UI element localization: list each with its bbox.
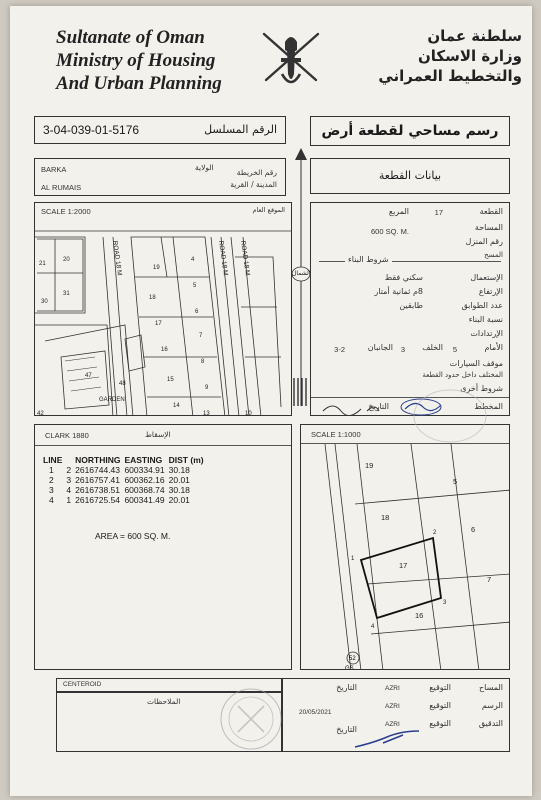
site-plot-label: 5 bbox=[193, 283, 197, 289]
line-from: 3 bbox=[49, 485, 54, 495]
checker-label: التدقيق bbox=[478, 719, 503, 728]
draftsman-label: الرسم bbox=[481, 701, 503, 710]
parking-value: المختلف داخل حدود القطعة bbox=[422, 371, 503, 379]
draw-date: 20/05/2021 bbox=[299, 709, 332, 716]
plot-label: القطعة bbox=[479, 207, 503, 216]
northing: 2616738.51 bbox=[75, 485, 121, 495]
document-title-box bbox=[310, 116, 510, 146]
vertex-label: 3 bbox=[443, 600, 447, 606]
easting: 600341.49 bbox=[124, 495, 165, 505]
building-conditions-label: شروط البناء bbox=[345, 255, 392, 264]
floors-value: طابقين bbox=[399, 301, 423, 310]
marker-label: GS bbox=[345, 666, 354, 671]
surveyor-sign-label: التوقيع bbox=[429, 683, 451, 692]
road-label: ROAD 18 M bbox=[111, 240, 123, 276]
line-from: 2 bbox=[49, 475, 54, 485]
site-plot-label: 10 bbox=[245, 411, 252, 417]
checker-name: AZRI bbox=[385, 721, 400, 728]
line-from: 1 bbox=[49, 465, 54, 475]
datum-label: الإسقاط bbox=[145, 430, 171, 439]
site-plot-label: 42 bbox=[37, 411, 44, 417]
header-ar-line2: وزارة الاسكان bbox=[417, 47, 522, 65]
planner-label: المخطط bbox=[474, 402, 503, 411]
setbacks-label: الإرتدادات bbox=[470, 329, 503, 338]
site-plot-label: 8 bbox=[201, 359, 205, 365]
city-label: المدينة / القرية bbox=[230, 180, 277, 189]
header-en-line3: And Urban Planning bbox=[56, 73, 222, 94]
header-en-line1: Sultanate of Oman bbox=[56, 27, 205, 48]
site-plot-label: 30 bbox=[41, 299, 48, 305]
distance: 20.01 bbox=[168, 495, 190, 505]
site-plan-drawing bbox=[35, 217, 292, 416]
detail-plan-drawing bbox=[301, 444, 510, 670]
planner-date-label: التاريخ bbox=[368, 402, 389, 411]
serial-number-value: 3-04-039-01-5176 bbox=[43, 123, 140, 137]
site-plot-label: 16 bbox=[161, 347, 168, 353]
front-setback-label: الأمام bbox=[484, 343, 503, 352]
signatures-box bbox=[282, 678, 510, 752]
detail-plot-label: 19 bbox=[365, 461, 374, 470]
height-label: الإرتفاع bbox=[478, 287, 503, 296]
northing: 2616725.54 bbox=[75, 495, 121, 505]
ministry-name-arabic bbox=[332, 26, 522, 86]
table-row bbox=[43, 495, 208, 505]
distance: 30.18 bbox=[168, 465, 190, 475]
road-label: ROAD 18 M bbox=[217, 240, 229, 276]
area-value: 600 SQ. M. bbox=[371, 227, 409, 236]
line-to: 2 bbox=[66, 465, 72, 475]
coordinates-table bbox=[43, 455, 208, 505]
easting: 600368.74 bbox=[124, 485, 165, 495]
header-ar-line1: سلطنة عمان bbox=[427, 27, 522, 45]
serial-number-label: الرقم المسلسل bbox=[204, 123, 277, 136]
garden-label: GARDEN bbox=[99, 397, 125, 403]
header-en-line2: Ministry of Housing bbox=[56, 50, 216, 71]
site-plot-label: 48 bbox=[119, 381, 126, 387]
distance: 30.18 bbox=[168, 485, 190, 495]
parking-label: موقف السيارات bbox=[449, 359, 503, 368]
site-plot-label: 7 bbox=[199, 333, 203, 339]
plot-number: 17 bbox=[434, 208, 443, 217]
detail-plot-label: 5 bbox=[453, 477, 458, 486]
ministry-name-english bbox=[56, 26, 222, 95]
draftsman-sign-label: التوقيع bbox=[429, 701, 451, 710]
northing: 2616757.41 bbox=[75, 475, 121, 485]
site-plot-label: 4 bbox=[191, 257, 195, 263]
site-plot-label: 31 bbox=[63, 291, 70, 297]
wilaya-label: الولاية bbox=[195, 163, 214, 172]
vertex-label: 2 bbox=[433, 530, 437, 536]
site-plot-label: 21 bbox=[39, 261, 46, 267]
table-row bbox=[43, 485, 208, 495]
column-header: EASTING bbox=[124, 455, 163, 465]
detail-plot-label: 6 bbox=[471, 525, 476, 534]
map-number-label: رقم الخريطة bbox=[236, 168, 277, 177]
vertex-label: 4 bbox=[371, 624, 375, 630]
north-label: الشمال bbox=[292, 270, 311, 277]
detail-plan-scale: SCALE 1:1000 bbox=[311, 430, 361, 439]
centeroid-label: CENTEROID bbox=[63, 681, 102, 688]
line-from: 4 bbox=[49, 495, 54, 505]
plot-details-title-box bbox=[310, 158, 510, 194]
total-area: AREA = 600 SQ. M. bbox=[95, 531, 171, 541]
block-label: المربع bbox=[388, 207, 409, 216]
coordinates-header-row bbox=[43, 455, 208, 465]
surveyor-name: AZRI bbox=[385, 685, 400, 692]
northing: 2616744.43 bbox=[75, 465, 121, 475]
plot-details-box bbox=[310, 202, 510, 416]
header-ar-line3: والتخطيط العمراني bbox=[378, 67, 522, 85]
sides-setback-label: الجانبان bbox=[367, 343, 393, 352]
road-label: ROAD 18 M bbox=[239, 240, 251, 276]
line-to: 3 bbox=[66, 475, 72, 485]
easting: 600362.16 bbox=[124, 475, 165, 485]
wilaya-value: BARKA bbox=[41, 165, 67, 174]
site-plot-label: 14 bbox=[173, 403, 180, 409]
oman-emblem-icon bbox=[256, 28, 326, 94]
location-box bbox=[34, 158, 286, 196]
planner-seal-icon bbox=[410, 386, 490, 446]
site-plot-label: 13 bbox=[203, 411, 210, 417]
detail-plan-map bbox=[300, 424, 510, 670]
line-to: 1 bbox=[66, 495, 72, 505]
site-plot-label: 47 bbox=[85, 373, 92, 379]
floors-label: عدد الطوابق bbox=[461, 301, 503, 310]
height-value: 8م ثمانية أمتار bbox=[374, 287, 423, 296]
checker-sign-label: التوقيع bbox=[429, 719, 451, 728]
site-plan-map bbox=[34, 202, 292, 416]
other-conditions-label: شروط أخرى bbox=[460, 384, 503, 393]
checker-date-label: التاريخ bbox=[336, 725, 357, 734]
distance: 20.01 bbox=[168, 475, 190, 485]
back-setback-label: الخلف bbox=[422, 343, 443, 352]
table-row bbox=[43, 475, 208, 485]
notes-label: الملاحظات bbox=[147, 697, 181, 706]
plot-details-title: بيانات القطعة bbox=[378, 169, 442, 182]
vertex-label: 1 bbox=[351, 556, 355, 562]
serial-number-box bbox=[34, 116, 286, 144]
column-header: LINE bbox=[43, 455, 63, 465]
site-plot-label: 18 bbox=[149, 295, 156, 301]
column-header: DIST (m) bbox=[168, 455, 204, 465]
surveyor-date-label: التاريخ bbox=[336, 683, 357, 692]
site-plot-label: 15 bbox=[167, 377, 174, 383]
detail-plot-label: 16 bbox=[415, 611, 424, 620]
marker-label: 52 bbox=[349, 656, 356, 662]
checker-signature-icon bbox=[353, 727, 423, 751]
house-number-label: رقم المنزل bbox=[465, 237, 503, 246]
survey-side-label: المسح bbox=[484, 251, 503, 259]
area-label: المساحة bbox=[474, 223, 503, 232]
detail-plot-label: 17 bbox=[399, 561, 408, 570]
building-ratio-label: نسبة البناء bbox=[468, 315, 503, 324]
use-value: سكني فقط bbox=[384, 273, 423, 282]
site-plan-label: الموقع العام bbox=[252, 206, 285, 214]
document-title: رسم مساحي لقطعة أرض bbox=[321, 123, 499, 139]
document-sheet bbox=[10, 6, 532, 796]
back-setback-value: 3 bbox=[400, 345, 405, 354]
table-row bbox=[43, 465, 208, 475]
column-header: NORTHING bbox=[75, 455, 121, 465]
line-to: 4 bbox=[66, 485, 72, 495]
site-plot-label: 19 bbox=[153, 265, 160, 271]
official-seal-icon bbox=[218, 686, 284, 752]
coordinates-box bbox=[34, 424, 292, 670]
detail-plot-label: 7 bbox=[487, 575, 492, 584]
site-plot-label: 17 bbox=[155, 321, 162, 327]
site-plot-label: 20 bbox=[63, 257, 70, 263]
detail-plot-label: 18 bbox=[381, 513, 390, 522]
site-plan-scale: SCALE 1:2000 bbox=[41, 207, 91, 216]
use-label: الإستعمال bbox=[470, 273, 503, 282]
site-plot-label: 9 bbox=[205, 385, 209, 391]
column-header bbox=[66, 455, 75, 465]
city-value: AL RUMAIS bbox=[41, 183, 82, 192]
site-plot-label: 6 bbox=[195, 309, 199, 315]
front-setback-value: 5 bbox=[452, 345, 457, 354]
surveyor-label: المساح bbox=[478, 683, 503, 692]
north-arrow-icon bbox=[290, 148, 312, 410]
draftsman-name: AZRI bbox=[385, 703, 400, 710]
datum-value: CLARK 1880 bbox=[45, 431, 89, 440]
easting: 600334.91 bbox=[124, 465, 165, 475]
sides-setback-value: 3-2 bbox=[334, 345, 345, 354]
